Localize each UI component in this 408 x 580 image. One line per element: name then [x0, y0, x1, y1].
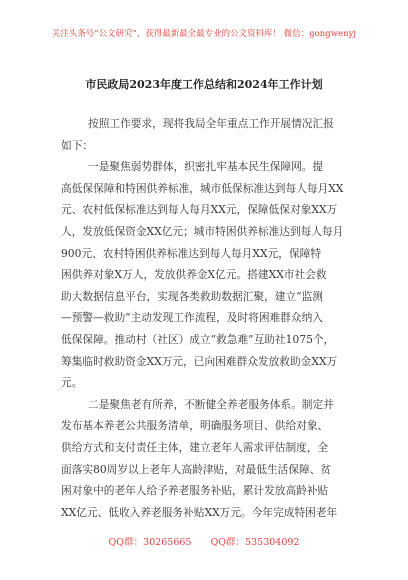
body-line: 一是聚焦弱势群体，织密扎牢基本民生保障网。提: [88, 160, 324, 174]
body-line: 元、农村低保标准达到每人每月XX元，保障低保对象XX万: [61, 203, 338, 217]
body-line: 低保保障。推动村（社区）成立“救急难”互助社1075个，: [61, 332, 335, 346]
body-line: 900元、农村特困供养标准达到每人每月XX元，保障特: [61, 246, 322, 260]
promo-banner: 关注头条号“公文研究”，获得最新最全最专业的公文资料库！ 微信：gongwenyj: [51, 28, 357, 38]
body-line: 高低保保障和特困供养标准，城市低保标准达到每人每月XX: [61, 181, 344, 195]
body-line: 人，发放低保资金XX亿元；城市特困供养标准达到每人每月: [61, 224, 344, 238]
body-line: 筹集临时救助资金XX万元，已向困难群众发放救助金XX万: [61, 354, 338, 368]
document-title: 市民政局2023年度工作总结和2024年工作计划: [85, 78, 323, 91]
qq-group-2: QQ群：535304092: [210, 537, 300, 548]
body-line: 二是聚焦老有所养，不断健全养老服务体系。制定并: [88, 397, 334, 411]
body-line: 发布基本养老公共服务清单，明确服务项目、供给对象、: [61, 419, 329, 433]
body-line: 元。: [61, 376, 83, 390]
qq-group-1: QQ群：30265665: [108, 537, 192, 548]
body-line: 如下：: [61, 138, 94, 152]
footer-contact: [0, 534, 408, 548]
body-line: —预警—救助”主动发现工作流程，及时将困难群众纳入: [61, 311, 323, 325]
body-line: 困供养对象X万人，发放供养金X亿元。搭建XX市社会救: [61, 268, 327, 282]
body-line: XX亿元、低收入养老服务补贴XX万元。今年完成特困老年: [61, 505, 338, 519]
body-line: 供给方式和支付责任主体，建立老年人需求评估制度，全: [61, 440, 329, 454]
body-line: 按照工作要求，现将我局全年重点工作开展情况汇报: [88, 117, 334, 130]
body-line: 困对象中的老年人给予养老服务补贴，累计发放高龄补贴: [61, 484, 329, 498]
body-line: 面落实80周岁以上老年人高龄津贴，对最低生活保障、贫: [61, 462, 332, 476]
document-body: [61, 113, 351, 523]
body-line: 助大数据信息平台，实现各类救助数据汇聚，建立“监测: [61, 289, 323, 303]
